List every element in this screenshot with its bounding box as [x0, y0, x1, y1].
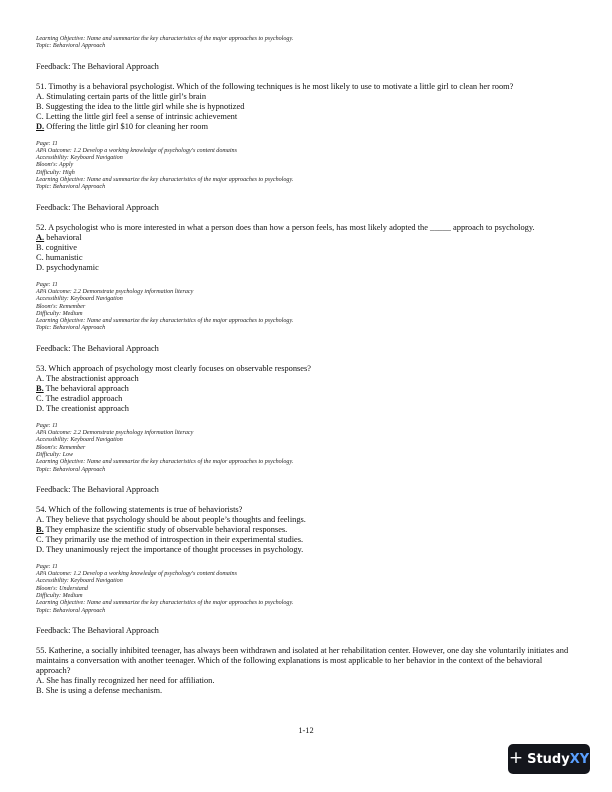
- metadata-line: Page: 11: [36, 563, 58, 570]
- answer-text: cognitive: [43, 242, 77, 252]
- question-block: [36, 505, 576, 615]
- metadata-line: Difficulty: Low: [36, 451, 74, 458]
- answer-option: [36, 535, 576, 545]
- answer-text: behavioral: [44, 232, 82, 242]
- answer-letter: D.: [36, 544, 45, 554]
- plus-icon: +: [508, 747, 524, 768]
- metadata-line: Bloom's: Remember: [36, 303, 86, 310]
- answer-letter: B.: [36, 242, 44, 252]
- studyxy-badge[interactable]: [508, 744, 590, 774]
- answer-option: [36, 374, 576, 384]
- metadata-block: [36, 36, 576, 51]
- metadata-block: [36, 423, 576, 474]
- metadata-line: Accessibility: Keyboard Navigation: [36, 578, 123, 585]
- answer-letter: A.: [36, 675, 45, 685]
- metadata-line: Bloom's: Apply: [36, 162, 74, 169]
- answer-letter: C.: [36, 393, 44, 403]
- answer-option: [36, 112, 576, 122]
- answer-option: [36, 253, 576, 263]
- question-block: [36, 223, 576, 333]
- metadata-line: Learning Objective: Name and summarize the key characteristics of the major approaches to psychology.: [36, 177, 294, 184]
- correct-answer-letter: D.: [36, 121, 45, 131]
- question-text: 52. A psychologist who is more interested in what a person does than how a person feels, has most likely adopted the _____ approach to psychology.: [36, 222, 535, 232]
- answer-text: She is using a defense mechanism.: [43, 685, 163, 695]
- answer-text: Suggesting the idea to the little girl while she is hypnotized: [43, 101, 245, 111]
- answer-option: [36, 545, 576, 555]
- answer-letter: B.: [36, 685, 44, 695]
- answer-text: The creationist approach: [44, 403, 129, 413]
- answer-text: psychodynamic: [44, 262, 99, 272]
- correct-answer-letter: A.: [36, 232, 45, 242]
- answer-option: [36, 233, 576, 243]
- metadata-line: Topic: Behavioral Approach: [36, 43, 106, 50]
- metadata-line: Topic: Behavioral Approach: [36, 607, 106, 614]
- answer-letter: C.: [36, 252, 44, 262]
- answer-letter: A.: [36, 91, 45, 101]
- metadata-line: Accessibility: Keyboard Navigation: [36, 155, 123, 162]
- answer-option: [36, 243, 576, 253]
- metadata-line: Accessibility: Keyboard Navigation: [36, 296, 123, 303]
- answer-letter: A.: [36, 514, 45, 524]
- metadata-line: Bloom's: Understand: [36, 585, 88, 592]
- metadata-line: Learning Objective: Name and summarize the key characteristics of the major approaches to psychology.: [36, 318, 294, 325]
- metadata-line: Topic: Behavioral Approach: [36, 466, 106, 473]
- question-text: 54. Which of the following statements is true of behaviorists?: [36, 504, 243, 514]
- answer-letter: D.: [36, 403, 45, 413]
- metadata-line: Topic: Behavioral Approach: [36, 184, 106, 191]
- metadata-block: [36, 141, 576, 192]
- feedback-line: Feedback: The Behavioral Approach: [36, 202, 159, 212]
- metadata-line: Bloom's: Remember: [36, 444, 86, 451]
- feedback-line: Feedback: The Behavioral Approach: [36, 484, 159, 494]
- question-text: 51. Timothy is a behavioral psychologist. Which of the following techniques is he most likely to use to motivate a little girl to clean her room?: [36, 81, 514, 91]
- answer-option: [36, 122, 576, 132]
- answer-text: She has finally recognized her need for affiliation.: [44, 675, 215, 685]
- answer-option: [36, 515, 576, 525]
- answer-text: humanistic: [43, 252, 83, 262]
- answer-option: [36, 686, 576, 696]
- answer-option: [36, 676, 576, 686]
- answer-text: The abstractionist approach: [44, 373, 139, 383]
- metadata-line: APA Outcome: 1.2 Develop a working knowledge of psychology's content domains: [36, 147, 237, 154]
- answer-text: The behavioral approach: [43, 383, 129, 393]
- metadata-line: Difficulty: Medium: [36, 593, 83, 600]
- question-list: [36, 82, 576, 696]
- page-number: 1-12: [298, 726, 314, 735]
- answer-text: They primarily use the method of introspection in their experimental studies.: [43, 534, 304, 544]
- answer-letter: B.: [36, 101, 44, 111]
- metadata-line: Difficulty: High: [36, 169, 75, 176]
- feedback-line: Feedback: The Behavioral Approach: [36, 61, 159, 71]
- correct-answer-letter: B.: [36, 383, 44, 393]
- answer-text: The estradiol approach: [43, 393, 123, 403]
- question-block: [36, 364, 576, 474]
- answer-option: [36, 102, 576, 112]
- question-text: 55. Katherine, a socially inhibited teenager, has always been withdrawn and isolated at her rehabilitation center. However, one day she voluntarily initiates and maintains a conversation with another teenager. Which of the following explanations is most applicable to her behavior in the context of the behavioral approach?: [36, 645, 569, 675]
- answer-letter: D.: [36, 262, 45, 272]
- question-block: [36, 82, 576, 192]
- answer-option: [36, 384, 576, 394]
- answer-option: [36, 525, 576, 535]
- answer-option: [36, 394, 576, 404]
- metadata-line: APA Outcome: 1.2 Develop a working knowledge of psychology's content domains: [36, 571, 237, 578]
- metadata-line: Accessibility: Keyboard Navigation: [36, 437, 123, 444]
- metadata-line: Topic: Behavioral Approach: [36, 325, 106, 332]
- metadata-line: Page: 11: [36, 422, 58, 429]
- answer-letter: A.: [36, 373, 45, 383]
- answer-text: Offering the little girl $10 for cleaning her room: [44, 121, 208, 131]
- answer-option: [36, 92, 576, 102]
- answer-text: They emphasize the scientific study of observable behavioral responses.: [43, 524, 288, 534]
- metadata-block: [36, 282, 576, 333]
- answer-letter: C.: [36, 534, 44, 544]
- answer-text: They believe that psychology should be about people’s thoughts and feelings.: [44, 514, 306, 524]
- metadata-line: Learning Objective: Name and summarize the key characteristics of the major approaches to psychology.: [36, 600, 294, 607]
- answer-text: They unanimously reject the importance of thought processes in psychology.: [44, 544, 304, 554]
- feedback-line: Feedback: The Behavioral Approach: [36, 343, 159, 353]
- document-page: [36, 36, 576, 696]
- metadata-block: [36, 564, 576, 615]
- question-block: [36, 646, 576, 696]
- brand-name: StudyXY: [527, 751, 590, 767]
- answer-text: Letting the little girl feel a sense of intrinsic achievement: [43, 111, 238, 121]
- metadata-line: Learning Objective: Name and summarize the key characteristics of the major approaches to psychology.: [36, 36, 294, 42]
- correct-answer-letter: B.: [36, 524, 44, 534]
- metadata-line: Learning Objective: Name and summarize the key characteristics of the major approaches to psychology.: [36, 459, 294, 466]
- metadata-line: APA Outcome: 2.2 Demonstrate psychology information literacy: [36, 288, 194, 295]
- metadata-line: APA Outcome: 2.2 Demonstrate psychology information literacy: [36, 430, 194, 437]
- metadata-line: Page: 11: [36, 281, 58, 288]
- answer-option: [36, 404, 576, 414]
- answer-text: Stimulating certain parts of the little girl’s brain: [44, 91, 207, 101]
- feedback-line: Feedback: The Behavioral Approach: [36, 625, 159, 635]
- metadata-line: Page: 11: [36, 140, 58, 147]
- metadata-line: Difficulty: Medium: [36, 310, 83, 317]
- answer-letter: C.: [36, 111, 44, 121]
- answer-option: [36, 263, 576, 273]
- question-text: 53. Which approach of psychology most clearly focuses on observable responses?: [36, 363, 311, 373]
